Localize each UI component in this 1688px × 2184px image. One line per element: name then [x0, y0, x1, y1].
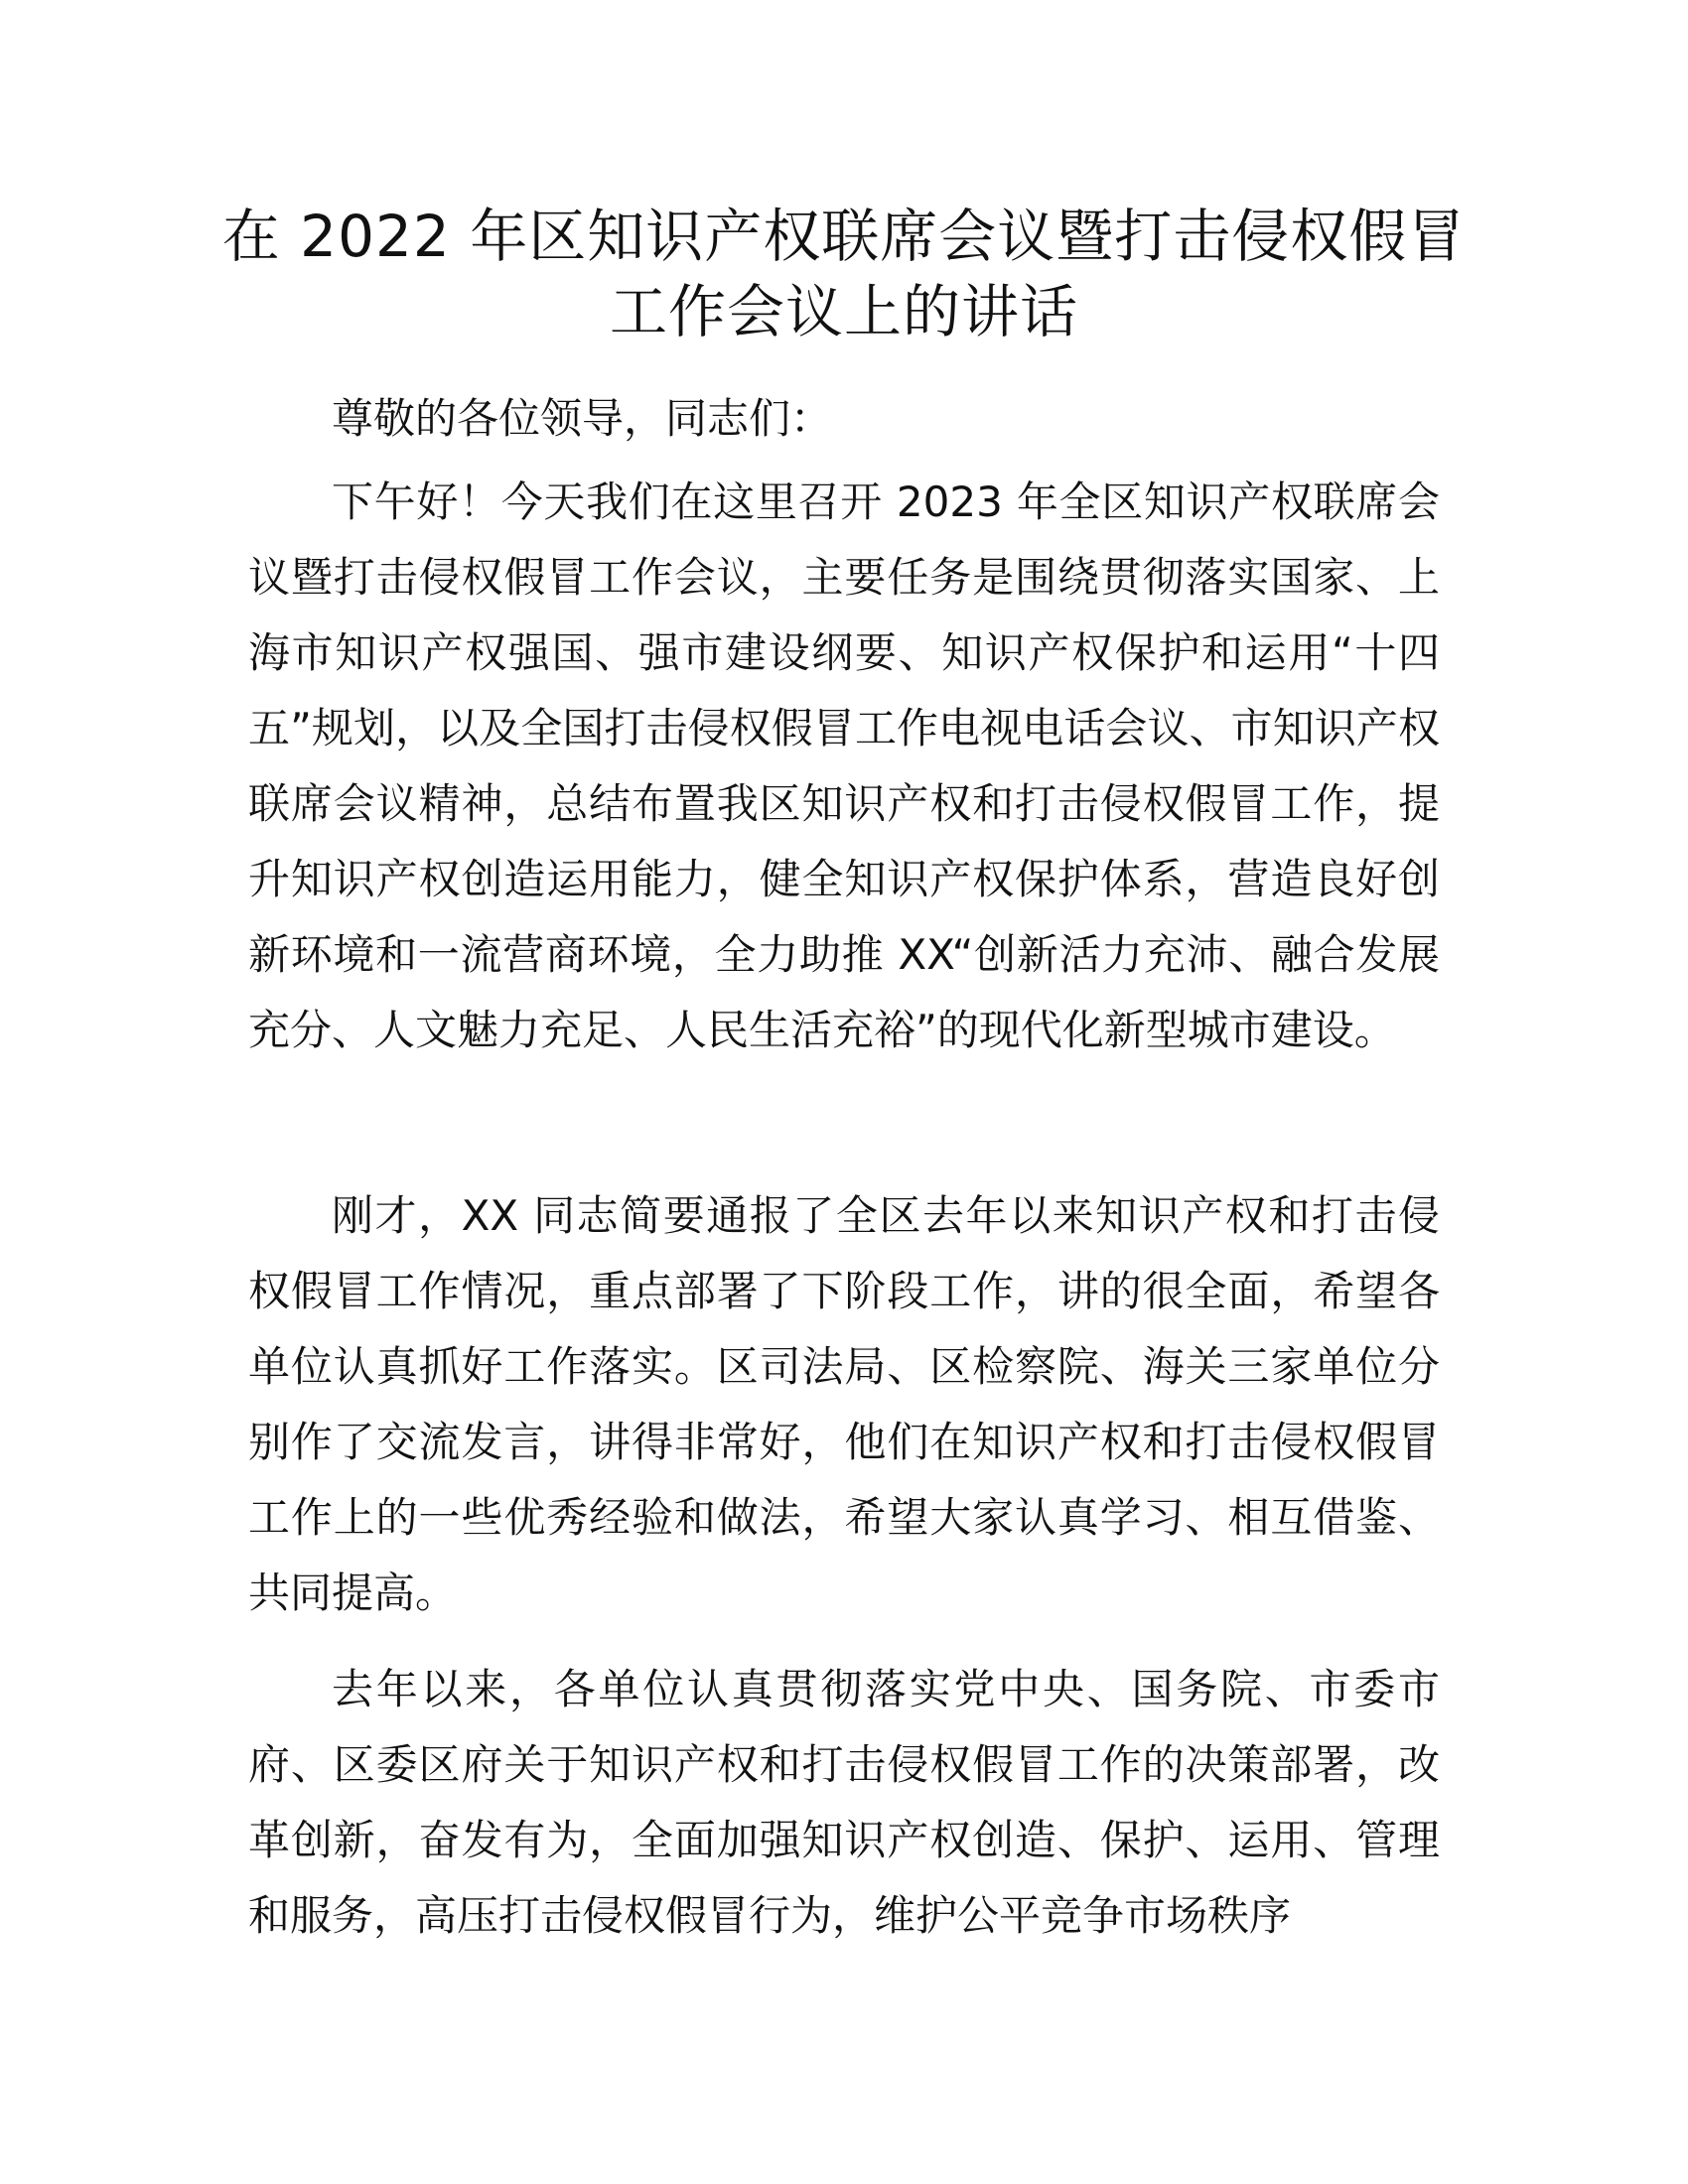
- paragraph-review: 刚才，XX 同志简要通报了全区去年以来知识产权和打击侵权假冒工作情况，重点部署了下阶段工作，讲的很全面，希望各单位认真抓好工作落实。区司法局、区检察院、海关三家单位分别作了交流发言，讲得非常好，他们在知识产权和打击侵权假冒工作上的一些优秀经验和做法，希望大家认真学习、相互借鉴、共同提高。: [248, 1191, 1440, 1617]
- document-title-line-2: 工作会议上的讲话: [609, 278, 1078, 345]
- salutation: 尊敬的各位领导，同志们：: [332, 394, 833, 443]
- paragraph-summary: 去年以来，各单位认真贯彻落实党中央、国务院、市委市府、区委区府关于知识产权和打击侵权假冒工作的决策部署，改革创新，奋发有为，全面加强知识产权创造、保护、运用、管理和服务，高压打击侵权假冒行为，维护公平竞争市场秩序: [248, 1665, 1440, 1940]
- document-title-line-1: 在 2022 年区知识产权联席会议暨打击侵权假冒: [221, 203, 1467, 270]
- paragraph-opening: 下午好！今天我们在这里召开 2023 年全区知识产权联席会议暨打击侵权假冒工作会议，主要任务是围绕贯彻落实国家、上海市知识产权强国、强市建设纲要、知识产权保护和运用“十四五”规划，以及全国打击侵权假冒工作电视电话会议、市知识产权联席会议精神，总结布置我区知识产权和打击侵权假冒工作，提升知识产权创造运用能力，健全知识产权保护体系，营造良好创新环境和一流营商环境，全力助推 XX“创新活力充沛、融合发展充分、人文魅力充足、人民生活充裕”的现代化新型城市建设。: [248, 478, 1440, 1054]
